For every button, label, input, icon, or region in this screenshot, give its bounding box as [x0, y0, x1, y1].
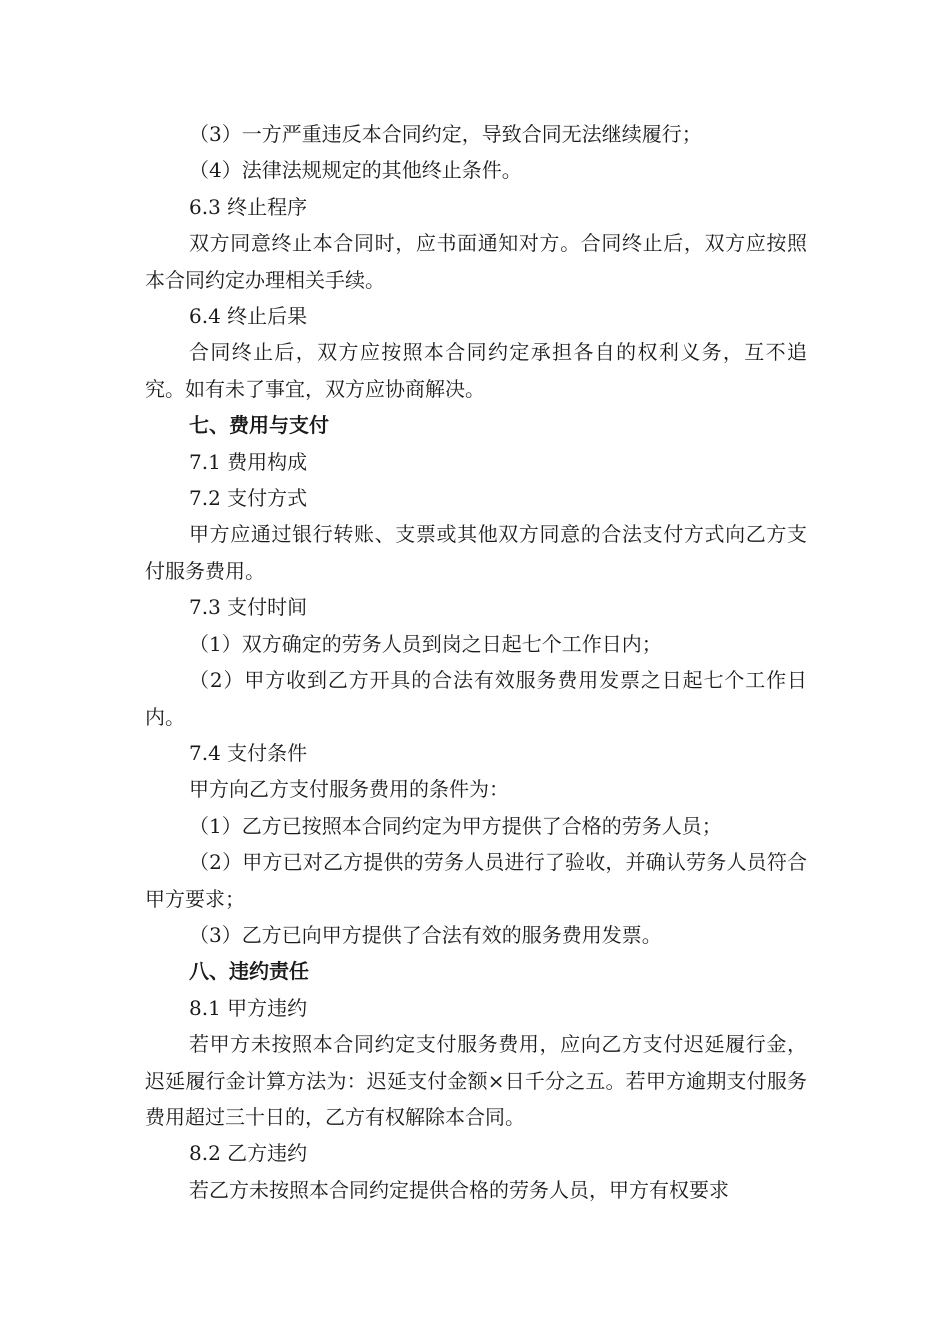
- clause-item-6-2-4: （4）法律法规规定的其他终止条件。: [189, 158, 522, 183]
- section-heading-7: 七、费用与支付: [189, 413, 329, 438]
- clause-item-6-2-3: （3）一方严重违反本合同约定，导致合同无法继续履行；: [189, 122, 702, 146]
- subheading-7-1: 7.1 费用构成: [189, 449, 308, 474]
- clause-body-6-3: 双方同意终止本合同时，应书面通知对方。合同终止后，双方应按照本合同约定办理相关手续。: [145, 231, 807, 292]
- subheading-7-2: 7.2 支付方式: [189, 486, 308, 511]
- clause-item-7-4-2: （2）甲方已对乙方提供的劳务人员进行了验收，并确认劳务人员符合甲方要求；: [145, 850, 807, 911]
- clause-item-7-3-1: （1）双方确定的劳务人员到岗之日起七个工作日内；: [189, 631, 662, 656]
- section-heading-8: 八、违约责任: [189, 959, 309, 984]
- clause-body-8-2: 若乙方未按照本合同约定提供合格的劳务人员，甲方有权要求: [189, 1177, 729, 1202]
- subheading-7-4: 7.4 支付条件: [189, 740, 308, 765]
- clause-item-7-3-2: （2）甲方收到乙方开具的合法有效服务费用发票之日起七个工作日内。: [145, 668, 807, 729]
- subheading-8-2: 8.2 乙方违约: [189, 1141, 308, 1166]
- clause-body-6-4: 合同终止后，双方应按照本合同约定承担各自的权利义务，互不追究。如有未了事宜，双方应协商解决。: [145, 340, 807, 401]
- subheading-6-4: 6.4 终止后果: [189, 304, 308, 329]
- clause-body-7-4: 甲方向乙方支付服务费用的条件为：: [189, 777, 509, 802]
- clause-body-8-1: 若甲方未按照本合同约定支付服务费用，应向乙方支付迟延履行金，迟延履行金计算方法为：迟延支付金额×日千分之五。若甲方逾期支付服务费用超过三十日的，乙方有权解除本合同。: [145, 1032, 807, 1129]
- subheading-8-1: 8.1 甲方违约: [189, 995, 308, 1020]
- clause-body-7-2: 甲方应通过银行转账、支票或其他双方同意的合法支付方式向乙方支付服务费用。: [145, 522, 807, 583]
- clause-item-7-4-1: （1）乙方已按照本合同约定为甲方提供了合格的劳务人员；: [189, 813, 722, 838]
- subheading-7-3: 7.3 支付时间: [189, 595, 308, 620]
- clause-item-7-4-3: （3）乙方已向甲方提供了合法有效的服务费用发票。: [189, 922, 662, 947]
- subheading-6-3: 6.3 终止程序: [189, 194, 308, 219]
- document-page: [145, 116, 807, 1208]
